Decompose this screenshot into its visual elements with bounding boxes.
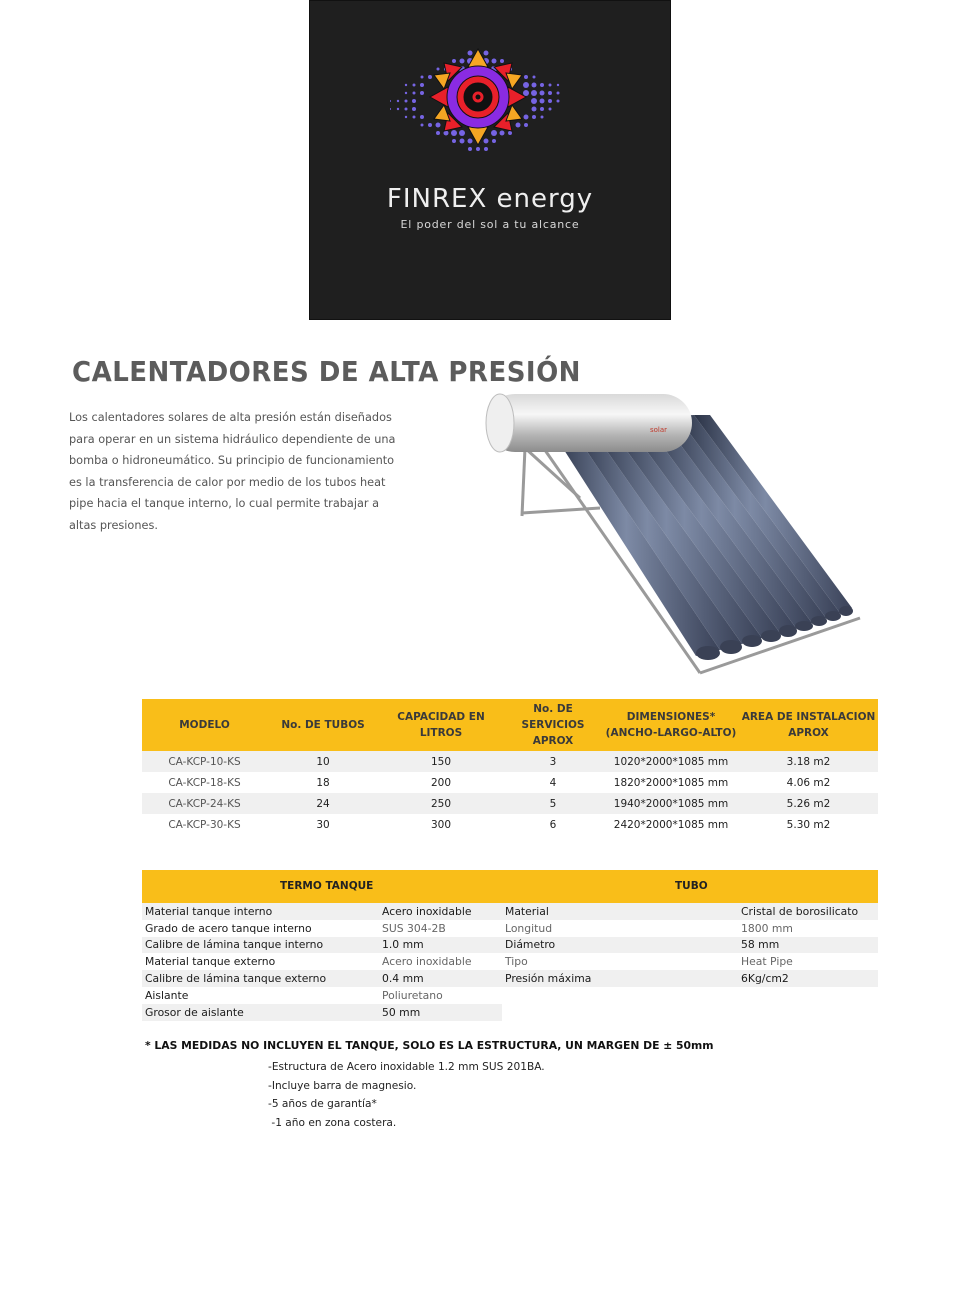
models-table-header (142, 699, 878, 751)
solar-water-heater-image (470, 388, 870, 688)
spec-row (502, 903, 878, 920)
spec-row (502, 953, 878, 970)
termo-tanque-heading: TERMO TANQUE (280, 880, 374, 892)
spec-value: Poliuretano (382, 988, 443, 1002)
spec-value: 58 mm (738, 937, 878, 954)
cell-servicios: 4 (549, 776, 557, 789)
spec-row (502, 920, 878, 937)
page-title: CALENTADORES DE ALTA PRESIÓN (72, 355, 581, 388)
spec-label: Material (502, 903, 738, 920)
spec-row (502, 937, 878, 954)
sun-logo-icon (390, 41, 600, 181)
spec-value: Acero inoxidable (382, 955, 472, 969)
spec-row (142, 937, 502, 954)
spec-value: SUS 304-2B (382, 921, 446, 935)
spec-value: 1800 mm (741, 921, 793, 935)
cell-servicios: 5 (503, 793, 603, 814)
spec-row (502, 970, 878, 987)
col-header-servicios: No. DE SERVICIOS APROX (503, 699, 603, 751)
cell-servicios: 3 (503, 751, 603, 772)
product-brand-label: solar (650, 426, 668, 434)
tubo-table (502, 903, 878, 987)
spec-value: Acero inoxidable (379, 903, 502, 920)
spec-label: Longitud (505, 921, 553, 935)
spec-label: Tipo (505, 955, 528, 969)
spec-value: 1.0 mm (379, 937, 502, 954)
brand-logo (309, 0, 671, 320)
spec-label: Calibre de lámina tanque interno (142, 937, 379, 954)
spec-label: Material tanque externo (145, 955, 276, 969)
note-item: -Estructura de Acero inoxidable 1.2 mm SUS 201BA. (268, 1061, 545, 1073)
spec-row (142, 1004, 502, 1021)
cell-area: 5.26 m2 (739, 793, 878, 814)
cell-modelo: CA-KCP-10-KS (142, 751, 267, 772)
spec-value: Cristal de borosilicato (738, 903, 878, 920)
cell-tubos: 18 (316, 776, 330, 789)
cell-area: 5.30 m2 (786, 818, 831, 831)
cell-tubos: 30 (316, 818, 330, 831)
table-row (142, 793, 878, 814)
cell-servicios: 6 (549, 818, 557, 831)
spec-row (142, 970, 502, 987)
cell-capacidad: 250 (379, 793, 503, 814)
spec-label: Grado de acero tanque interno (145, 921, 312, 935)
table-row (142, 751, 878, 772)
brand-name: FINREX energy (386, 184, 594, 214)
spec-value: Heat Pipe (741, 955, 793, 969)
spec-label: Material tanque interno (142, 903, 379, 920)
spec-row (142, 987, 502, 1004)
spec-label: Diámetro (502, 937, 738, 954)
tubo-heading: TUBO (675, 880, 708, 892)
cell-tubos: 10 (267, 751, 379, 772)
spec-label: Presión máxima (502, 970, 738, 987)
cell-modelo: CA-KCP-24-KS (142, 793, 267, 814)
spec-value: 6Kg/cm2 (738, 970, 878, 987)
col-header-modelo: MODELO (142, 699, 267, 751)
cell-area: 4.06 m2 (786, 776, 831, 789)
cell-dimensiones: 1940*2000*1085 mm (603, 793, 739, 814)
spec-row (142, 953, 502, 970)
note-item: -5 años de garantía* (268, 1098, 377, 1110)
note-item: -Incluye barra de magnesio. (268, 1079, 417, 1092)
cell-capacidad: 200 (430, 776, 452, 789)
cell-modelo: CA-KCP-18-KS (168, 776, 241, 789)
spec-row (142, 920, 502, 937)
cell-capacidad: 300 (430, 818, 452, 831)
table-row (142, 772, 878, 793)
cell-dimensiones: 2420*2000*1085 mm (613, 818, 729, 831)
spec-value: 0.4 mm (379, 970, 502, 987)
col-header-area: AREA DE INSTALACION APROX (739, 699, 878, 751)
table-row (142, 814, 878, 835)
models-table (142, 699, 878, 835)
col-header-dimensiones: DIMENSIONES* (ANCHO-LARGO-ALTO) (603, 699, 739, 751)
cell-dimensiones: 1020*2000*1085 mm (603, 751, 739, 772)
spec-value: 50 mm (379, 1004, 502, 1021)
dimensions-footnote: * LAS MEDIDAS NO INCLUYEN EL TANQUE, SOLO ES LA ESTRUCTURA, UN MARGEN DE ± 50mm (145, 1039, 714, 1052)
cell-modelo: CA-KCP-30-KS (168, 818, 241, 831)
cell-dimensiones: 1820*2000*1085 mm (613, 776, 729, 789)
brand-tagline: El poder del sol a tu alcance (400, 218, 580, 231)
spec-label: Aislante (145, 988, 189, 1002)
spec-label: Calibre de lámina tanque externo (142, 970, 379, 987)
cell-capacidad: 150 (379, 751, 503, 772)
cell-tubos: 24 (267, 793, 379, 814)
note-item: -1 año en zona costera. (268, 1116, 397, 1129)
col-header-capacidad: CAPACIDAD EN LITROS (379, 699, 503, 751)
cell-area: 3.18 m2 (739, 751, 878, 772)
spec-label: Grosor de aislante (142, 1004, 379, 1021)
notes-list (268, 1058, 545, 1132)
intro-paragraph: Los calentadores solares de alta presión están diseñados para operar en un sistema hidráulico dependiente de una bomba o hidroneumático. Su principio de funcionamiento es la transferencia de calor por medio de los tubos heat pipe hacia el tanque interno, lo cual permite trabajar a altas presiones. (69, 411, 396, 532)
termo-tanque-table (142, 903, 502, 1021)
col-header-tubos: No. DE TUBOS (267, 699, 379, 751)
spec-row (142, 903, 502, 920)
tech-specs-header (142, 870, 878, 903)
